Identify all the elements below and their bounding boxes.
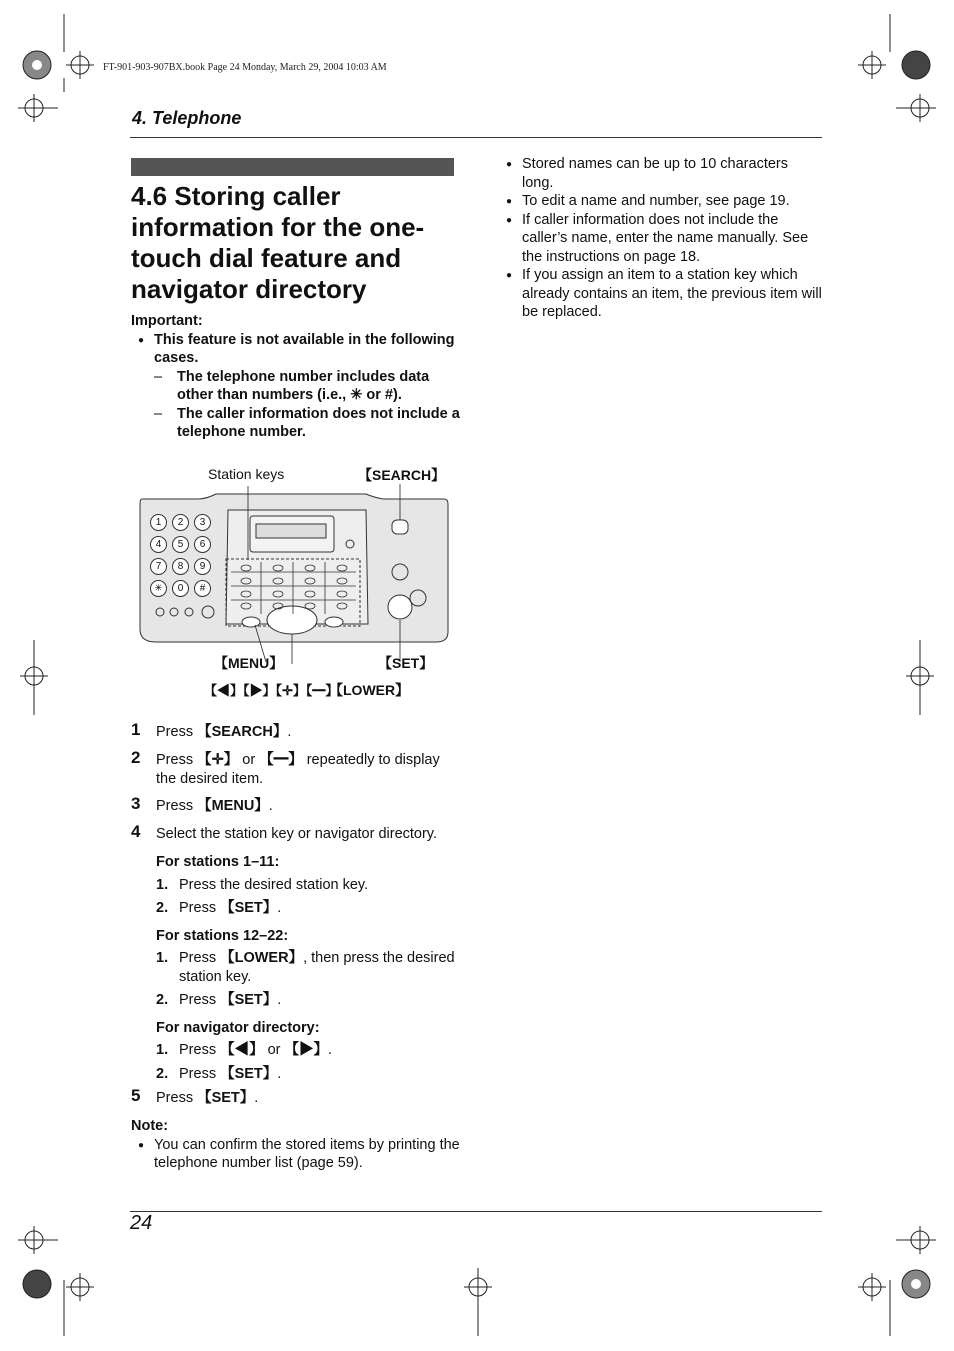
lower-key-label: 【LOWER】 [220, 950, 304, 966]
substep-text: , then press the desired station key. [179, 950, 455, 985]
substep-text: . [277, 1065, 282, 1082]
note-item [506, 211, 822, 267]
heading-bar [131, 158, 454, 176]
dial-key: 4 [150, 536, 167, 553]
note-item [506, 192, 822, 211]
note-item-text: If caller information does not include the caller’s name, enter the name manually. See the instructions on page 18. [522, 211, 809, 265]
substep-text: . [328, 1042, 333, 1058]
stations-1-11 [131, 853, 461, 1083]
set-key-label: 【SET】 [220, 992, 278, 1008]
set-key-label: 【SET】 [220, 1065, 278, 1082]
step-text: Press [156, 752, 198, 768]
substep-number: 1. [156, 950, 169, 966]
substep [156, 991, 461, 1010]
menu-key-label: 【MENU】 [197, 798, 269, 814]
step-number: 5 [131, 1086, 141, 1105]
dial-key: 3 [194, 514, 211, 531]
substep-text: or [263, 1042, 285, 1058]
substep-text: Press [179, 992, 221, 1008]
dial-key: # [194, 580, 211, 597]
substep [156, 1065, 461, 1084]
search-key-label: 【SEARCH】 [197, 724, 288, 740]
step-3 [131, 794, 461, 825]
step-4 [131, 822, 461, 853]
substep-text: Press [179, 1065, 221, 1082]
bullet-icon: ● [506, 270, 513, 281]
asterisk-key-icon: ✳ [350, 387, 363, 403]
label-search: 【SEARCH】 [358, 467, 446, 483]
substep-text: Press the desired station key. [179, 876, 369, 893]
case-1-text-a: The telephone number includes data other than numbers (i.e., [177, 368, 430, 403]
step-5 [131, 1086, 461, 1117]
bullet-icon: ● [506, 196, 513, 207]
footer-rule [130, 1211, 822, 1212]
substep-heading: For stations 12–22: [156, 927, 289, 944]
note-item [506, 266, 822, 322]
step-text: . [287, 724, 292, 740]
label-lower: 【LOWER】 [329, 682, 410, 698]
step-number: 2 [131, 748, 141, 767]
step-text: Press [156, 798, 198, 814]
dial-key: 7 [150, 558, 167, 575]
substep-text: . [277, 992, 282, 1008]
page-number: 24 [130, 1212, 153, 1234]
substep [156, 1041, 461, 1060]
dial-key: 0 [172, 580, 189, 597]
substep [156, 876, 461, 895]
note-label: Note: [131, 1118, 169, 1134]
dash-icon: – [154, 405, 163, 422]
important-label: Important: [131, 313, 203, 329]
dial-key: 5 [172, 536, 189, 553]
case-1-text-b: or #). [362, 387, 402, 403]
substep-number: 1. [156, 876, 169, 893]
print-info: FT-901-903-907BX.book Page 24 Monday, March 29, 2004 10:03 AM [103, 62, 387, 73]
left-key-label: 【◀】 [220, 1042, 264, 1058]
label-set: 【SET】 [378, 655, 434, 671]
important-bullet-text: This feature is not available in the following cases. [154, 331, 455, 366]
substep-text: Press [179, 950, 221, 966]
case-2-text: The caller information does not include a telephone number. [177, 405, 460, 440]
label-menu: 【MENU】 [214, 655, 284, 671]
substep-number: 2. [156, 1065, 169, 1082]
step-1 [131, 720, 461, 751]
right-column-notes [506, 155, 822, 322]
right-key-label: 【▶】 [284, 1042, 329, 1058]
substep-heading: For stations 1–11: [156, 854, 280, 870]
important-case-2 [131, 405, 461, 442]
note-text: You can confirm the stored items by printing the telephone number list (page 59). [154, 1136, 460, 1171]
step-number: 3 [131, 794, 141, 813]
dial-key: 1 [150, 514, 167, 531]
note-item-text: Stored names can be up to 10 characters long. [522, 156, 788, 191]
important-case-1 [131, 368, 461, 405]
substep-text: Press [179, 900, 221, 916]
important-block [131, 312, 461, 442]
note-item-text: If you assign an item to a station key which already contains an item, the previous item will be replaced. [522, 267, 822, 320]
dial-keypad [150, 514, 220, 597]
substep-heading: For navigator directory: [156, 1019, 320, 1036]
step-number: 4 [131, 822, 141, 841]
substep-text: . [277, 900, 282, 916]
set-key-label: 【SET】 [197, 1090, 255, 1106]
step-number: 1 [131, 720, 141, 739]
step-text: . [254, 1090, 259, 1106]
step-text: repeatedly to display the desired item. [156, 752, 440, 787]
minus-key-label: 【━】 [259, 752, 303, 768]
fax-panel-diagram [136, 462, 456, 702]
substep-number: 2. [156, 992, 169, 1008]
dial-key: ✳ [150, 580, 167, 597]
step-2 [131, 748, 461, 797]
bullet-icon: ● [506, 214, 513, 226]
label-station-keys: Station keys [208, 466, 285, 482]
bullet-icon: ● [506, 159, 513, 170]
substep [156, 899, 461, 918]
substep-number: 1. [156, 1042, 169, 1058]
dial-key: 2 [172, 514, 189, 531]
note-item-text: To edit a name and number, see page 19. [522, 193, 790, 209]
substep-text: Press [179, 1042, 221, 1058]
dash-icon: – [154, 368, 163, 385]
important-bullet [131, 331, 461, 368]
step-text: Press [156, 1090, 198, 1106]
step-text: . [268, 798, 273, 814]
section-title: 4. Telephone [132, 108, 242, 128]
dial-key: 8 [172, 558, 189, 575]
bullet-icon: ● [138, 334, 145, 346]
substep-number: 2. [156, 900, 169, 916]
dial-key: 6 [194, 536, 211, 553]
steps [131, 720, 461, 1173]
note-bullet [131, 1136, 461, 1173]
plus-key-label: 【✛】 [197, 752, 239, 768]
header-rule [130, 137, 822, 138]
substep [156, 949, 461, 986]
step-text: Select the station key or navigator directory. [156, 826, 438, 842]
label-nav-keys: 【◀】【▶】【✛】【━】 [204, 683, 339, 698]
step-text: or [238, 752, 260, 768]
set-key-label: 【SET】 [220, 900, 278, 916]
note-item [506, 155, 822, 192]
step-text: Press [156, 724, 198, 740]
page-heading: 4.6 Storing caller information for the one-touch dial feature and navigator directory [131, 181, 425, 304]
bullet-icon: ● [138, 1139, 145, 1151]
dial-key: 9 [194, 558, 211, 575]
